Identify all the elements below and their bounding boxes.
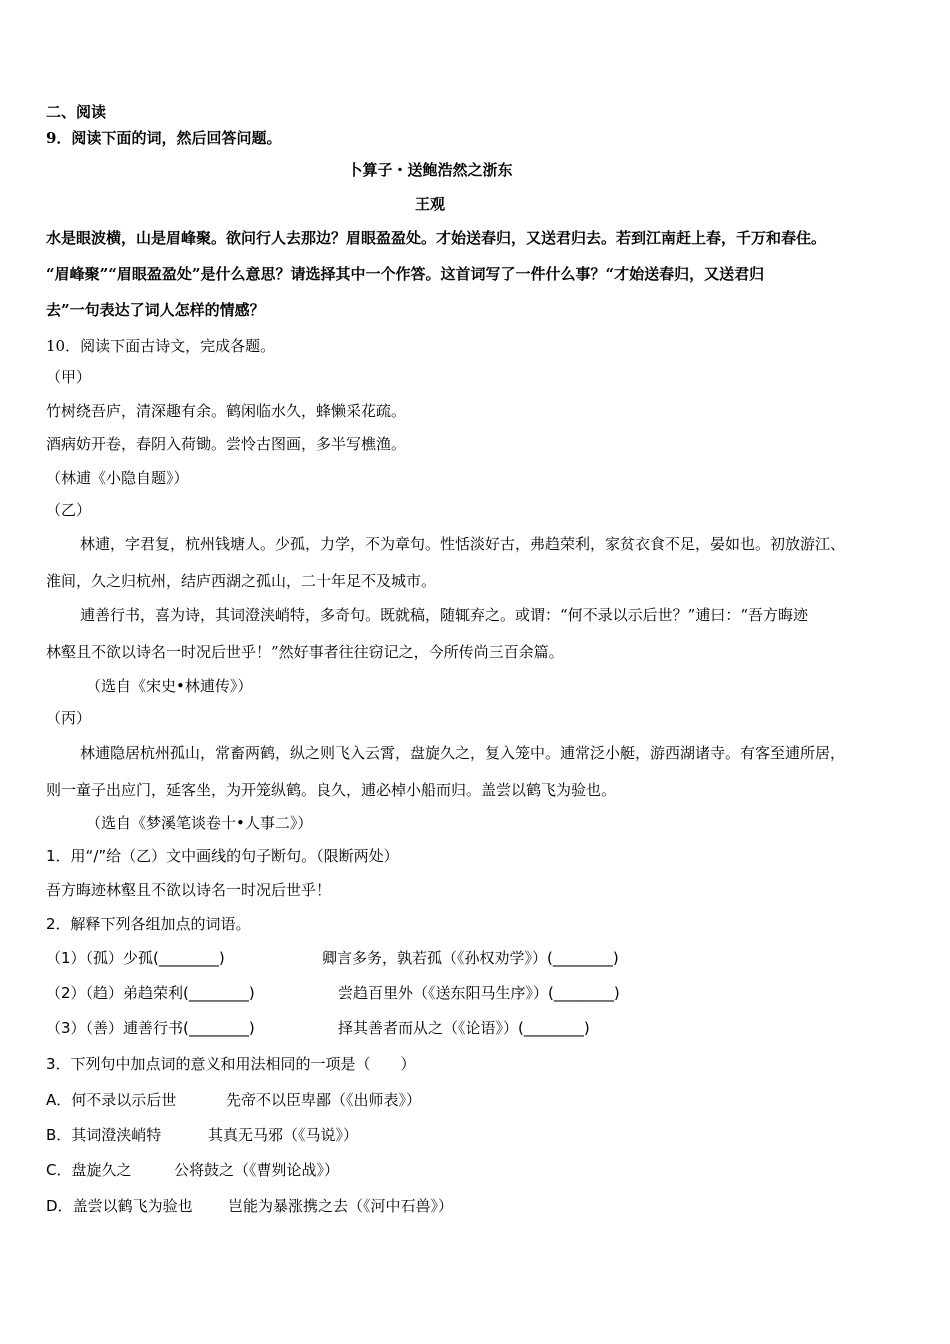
q9-prompt: 9．阅读下面的词，然后回答问题。 xyxy=(46,129,282,147)
answer-blank[interactable]: (________) xyxy=(518,1019,590,1037)
yi-para2-line1: 逋善行书，喜为诗，其词澄浃峭特，多奇句。既就稿，随辄弃之。或谓：“何不录以示后世？”逋曰：“吾方晦迹 xyxy=(80,606,809,624)
answer-blank[interactable]: (________) xyxy=(183,1019,255,1037)
sub2-row-1-right: 卿言多务，孰若孤（《孙权劝学》） xyxy=(322,949,548,967)
sub2-row-2-right: 尝趋百里外（《送东阳马生序》） xyxy=(338,984,549,1002)
answer-blank[interactable]: (________) xyxy=(183,984,255,1002)
sub2-row-3-left: （3）（善）逋善行书 xyxy=(46,1019,184,1037)
yi-para1-line2: 淮间，久之归杭州，结庐西湖之孤山，二十年足不及城市。 xyxy=(46,572,437,590)
sub2-prompt: 2．解释下列各组加点的词语。 xyxy=(46,915,251,933)
sub2-row-1-left: （1）（孤）少孤 xyxy=(46,949,154,967)
sub3-prompt: 3．下列句中加点词的意义和用法相同的一项是（ ） xyxy=(46,1055,416,1073)
q9-question-line-1: “眉峰聚”“眉眼盈盈处”是什么意思？请选择其中一个作答。这首词写了一件什么事？“才始送春归，又送君归 xyxy=(46,265,765,283)
bing-source: （选自《梦溪笔谈卷十•人事二》） xyxy=(86,814,313,832)
option-d-letter: D． xyxy=(46,1197,73,1215)
option-b-letter: B． xyxy=(46,1126,72,1144)
sub2-row-2-left: （2）（趋）弟趋荣利 xyxy=(46,984,184,1002)
q10-prompt: 10．阅读下面古诗文，完成各题。 xyxy=(46,337,276,355)
sub2-row-2 xyxy=(46,983,255,1003)
yi-para2-line2: 林壑且不欲以诗名一时况后世乎！”然好事者往往窃记之，今所传尚三百余篇。 xyxy=(46,643,564,661)
option-d-first: 盖尝以鹤飞为验也 xyxy=(72,1197,193,1215)
bing-para1-line1: 林逋隐居杭州孤山，常畜两鹤，纵之则飞入云霄，盘旋久之，复入笼中。逋常泛小艇，游西湖诸寺。有客至逋所居， xyxy=(80,744,846,762)
q9-question-line-2: 去”一句表达了词人怎样的情感？ xyxy=(46,301,265,319)
option-c-letter: C． xyxy=(46,1161,72,1179)
bing-label: （丙） xyxy=(46,709,92,727)
option-a-second: 先帝不以臣卑鄙（《出师表》） xyxy=(226,1091,422,1109)
option-b[interactable] xyxy=(46,1125,161,1145)
yi-source: （选自《宋史•林逋传》） xyxy=(86,677,253,695)
sub2-row-1-right-group xyxy=(322,948,619,968)
answer-blank[interactable]: (________) xyxy=(548,984,620,1002)
option-c[interactable] xyxy=(46,1160,132,1180)
poem-author: 王观 xyxy=(414,195,445,213)
option-a-first: 何不录以示后世 xyxy=(71,1091,177,1109)
jia-line-1: 竹树绕吾庐，清深趣有余。鹤闲临水久，蜂懒采花疏。 xyxy=(46,402,407,420)
sub1-sentence: 吾方晦迹林壑且不欲以诗名一时况后世乎！ xyxy=(46,881,332,899)
sub2-row-2-right-group xyxy=(338,983,620,1003)
option-a-letter: A． xyxy=(46,1091,72,1109)
yi-label: （乙） xyxy=(46,501,92,519)
sub2-row-1 xyxy=(46,948,225,968)
jia-source: （林逋《小隐自题》） xyxy=(46,469,189,487)
option-b-first: 其词澄浃峭特 xyxy=(71,1126,162,1144)
sub2-row-3-right-group xyxy=(338,1018,590,1038)
sub1-prompt: 1．用“/”给（乙）文中画线的句子断句。（限断两处） xyxy=(46,847,399,865)
option-c-second: 公将鼓之（《曹刿论战》） xyxy=(174,1161,340,1179)
section-title: 二、阅读 xyxy=(46,103,107,121)
option-d-second: 岂能为暴涨携之去（《河中石兽》） xyxy=(228,1197,454,1215)
bing-para1-line2: 则一童子出应门，延客坐，为开笼纵鹤。良久，逋必棹小船而归。盖尝以鹤飞为验也。 xyxy=(46,781,617,799)
answer-blank[interactable]: (________) xyxy=(153,949,225,967)
option-d[interactable] xyxy=(46,1196,193,1216)
option-a[interactable] xyxy=(46,1090,176,1110)
jia-line-2: 酒病妨开卷，春阴入荷锄。尝怜古图画，多半写樵渔。 xyxy=(46,435,407,453)
option-b-second: 其真无马邪（《马说》） xyxy=(208,1126,359,1144)
poem-title: 卜算子・送鲍浩然之浙东 xyxy=(347,161,513,179)
jia-label: （甲） xyxy=(46,368,92,386)
poem-text: 水是眼波横，山是眉峰聚。欲问行人去那边？眉眼盈盈处。才始送春归，又送君归去。若到江南赶上春，千万和春住。 xyxy=(46,229,827,247)
sub2-row-3 xyxy=(46,1018,255,1038)
sub2-row-3-right: 择其善者而从之（《论语》） xyxy=(338,1019,519,1037)
yi-para1-line1: 林逋，字君复，杭州钱塘人。少孤，力学，不为章句。性恬淡好古，弗趋荣利，家贫衣食不足，晏如也。初放游江、 xyxy=(80,535,846,553)
answer-blank[interactable]: (________) xyxy=(547,949,619,967)
option-c-first: 盘旋久之 xyxy=(71,1161,132,1179)
